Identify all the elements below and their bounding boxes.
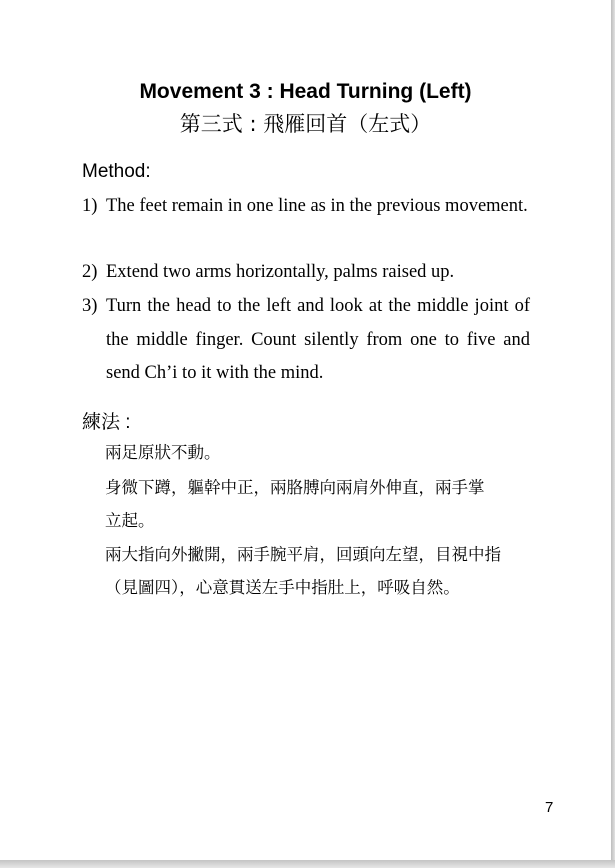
title-chinese: 第三式 : 飛雁回首（左式） [179,112,432,136]
step-number: 3) [82,296,98,316]
practice-line: （見圖四），心意貫送左手中指肚上，呼吸自然。 [105,578,460,597]
title-english: Movement 3 : Head Turning (Left) [139,80,472,103]
step-text: Extend two arms horizontally, palms raised up. [106,262,455,282]
method-step-3 [82,290,530,391]
step-text: Turn the head to the left and look at the middle joint of the middle finger. Count silently from one to five and send Ch’i to it with the mind. [106,296,530,383]
practice-line: 立起。 [105,511,155,530]
practice-line: 兩大指向外撇開，兩手腕平肩，回頭向左望，目視中指 [105,545,501,564]
step-number: 2) [82,262,98,282]
practice-heading: 練法 : [82,412,131,433]
practice-line: 兩足原狀不動。 [105,443,221,462]
method-heading: Method: [82,161,151,182]
page-bottom-shadow [0,860,615,868]
page-edge-shadow [611,0,615,868]
method-step-1 [82,190,530,224]
step-number: 1) [82,196,98,216]
page-number: 7 [545,799,554,816]
practice-line: 身微下蹲，軀幹中正，兩胳膊向兩肩外伸直，兩手掌 [105,478,485,497]
method-step-2 [82,256,530,290]
step-text: The feet remain in one line as in the previous movement. [106,196,528,216]
